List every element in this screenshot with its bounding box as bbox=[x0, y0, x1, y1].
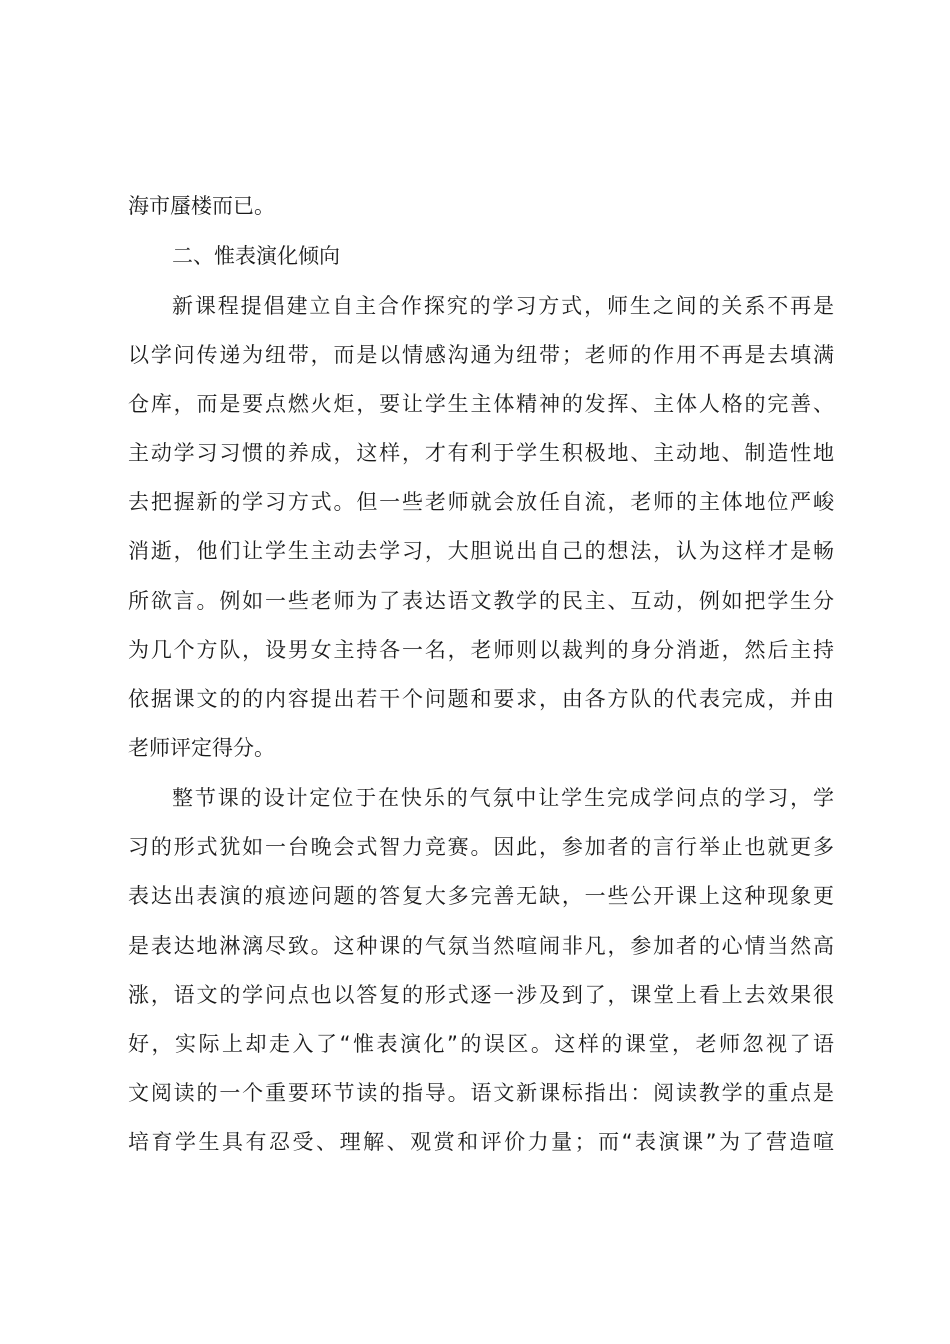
paragraph-line: 为几个方队，设男女主持各一名，老师则以裁判的身分消逝，然后主持 bbox=[128, 638, 834, 662]
paragraph-line: 依据课文的的内容提出若干个问题和要求，由各方队的代表完成，并由 bbox=[128, 687, 834, 711]
paragraph-line: 文阅读的一个重要环节读的指导。语文新课标指出：阅读教学的重点是 bbox=[128, 1081, 834, 1105]
paragraph-line: 仓库，而是要点燃火炬，要让学生主体精神的发挥、主体人格的完善、 bbox=[128, 392, 834, 416]
paragraph-line: 老师评定得分。 bbox=[128, 736, 275, 760]
paragraph-line: 培育学生具有忍受、理解、观赏和评价力量；而“表演课”为了营造喧 bbox=[128, 1130, 834, 1154]
paragraph-line: 习的形式犹如一台晚会式智力竞赛。因此，参加者的言行举止也就更多 bbox=[128, 835, 834, 859]
paragraph-line: 所欲言。例如一些老师为了表达语文教学的民主、互动，例如把学生分 bbox=[128, 589, 834, 613]
paragraph-line: 涨，语文的学问点也以答复的形式逐一涉及到了，课堂上看上去效果很 bbox=[128, 983, 834, 1007]
text-line: 海市蜃楼而已。 bbox=[128, 194, 275, 218]
paragraph-line: 是表达地淋漓尽致。这种课的气氛当然喧闹非凡，参加者的心情当然高 bbox=[128, 934, 834, 958]
paragraph-line: 主动学习习惯的养成，这样，才有利于学生积极地、主动地、制造性地 bbox=[128, 441, 834, 465]
paragraph-line: 消逝，他们让学生主动去学习，大胆说出自己的想法，认为这样才是畅 bbox=[128, 539, 834, 563]
paragraph-line: 新课程提倡建立自主合作探究的学习方式，师生之间的关系不再是 bbox=[172, 294, 834, 318]
section-heading: 二、惟表演化倾向 bbox=[172, 244, 340, 268]
paragraph-line: 以学问传递为纽带，而是以情感沟通为纽带；老师的作用不再是去填满 bbox=[128, 343, 834, 367]
paragraph-line: 表达出表演的痕迹问题的答复大多完善无缺，一些公开课上这种现象更 bbox=[128, 884, 834, 908]
paragraph-line: 好，实际上却走入了“惟表演化”的误区。这样的课堂，老师忽视了语 bbox=[128, 1032, 834, 1056]
paragraph-line: 整节课的设计定位于在快乐的气氛中让学生完成学问点的学习，学 bbox=[172, 786, 834, 810]
paragraph-line: 去把握新的学习方式。但一些老师就会放任自流，老师的主体地位严峻 bbox=[128, 490, 834, 514]
